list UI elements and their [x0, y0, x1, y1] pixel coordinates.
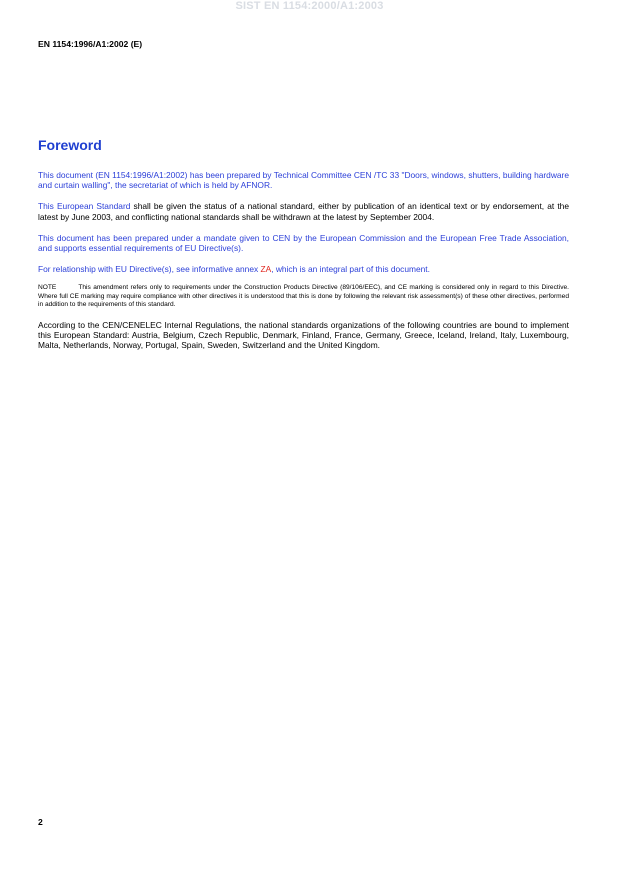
foreword-heading: Foreword [38, 137, 102, 153]
foreword-body [38, 170, 569, 351]
watermark: SIST EN 1154:2000/A1:2003 [235, 0, 384, 12]
paragraph-mandate: This document has been prepared under a mandate given to CEN by the European Commission and the European Free Trade Association, and supports essential requirements of EU Directive(s). [38, 232, 569, 254]
document-id-header: EN 1154:1996/A1:2002 (E) [38, 39, 143, 49]
paragraph-status [38, 201, 569, 221]
note-paragraph [38, 284, 569, 309]
page-number: 2 [38, 817, 43, 827]
paragraph-cen-regulations: According to the CEN/CENELEC Internal Regulations, the national standards organizations of the following countries are bound to implement this European Standard: Austria, Belgium, Czech Republic, Denmark, Finland, France, Germany, Greece, Iceland, Ireland, Italy, Luxembourg, Malta, Netherlands, Norway, Portugal, Spain, Sweden, Switzerland and the United Kingdom. [38, 320, 569, 351]
paragraph-annex-relationship [38, 264, 569, 274]
standard-reference-link: This European Standard [38, 201, 131, 212]
annex-za-link[interactable]: ZA [260, 264, 272, 275]
paragraph-status-text: shall be given the status of a national standard, either by publication of an identical text or by endorsement, at the latest by June 2003, and conflicting national standards shall be withdrawn at the latest by September 2004. [38, 201, 569, 222]
note-text: This amendment refers only to requirements under the Construction Products Directive (89/106/EEC), and CE marking is considered only in regard to this Directive. Where full CE marking may require compliance with other directives it is understood that this is done by following the relevant risk assessment(s) of these other directives, performed in addition to the requirements of this standard. [38, 284, 569, 308]
annex-text-pre: For relationship with EU Directive(s), see informative annex [38, 264, 261, 275]
paragraph-prepared-by: This document (EN 1154:1996/A1:2002) has been prepared by Technical Committee CEN /TC 33 "Doors, windows, shutters, building hardware and curtain walling", the secretariat of which is held by AFNOR. [38, 170, 569, 191]
annex-text-post: , which is an integral part of this document. [271, 264, 430, 275]
note-label: NOTE [38, 284, 57, 292]
